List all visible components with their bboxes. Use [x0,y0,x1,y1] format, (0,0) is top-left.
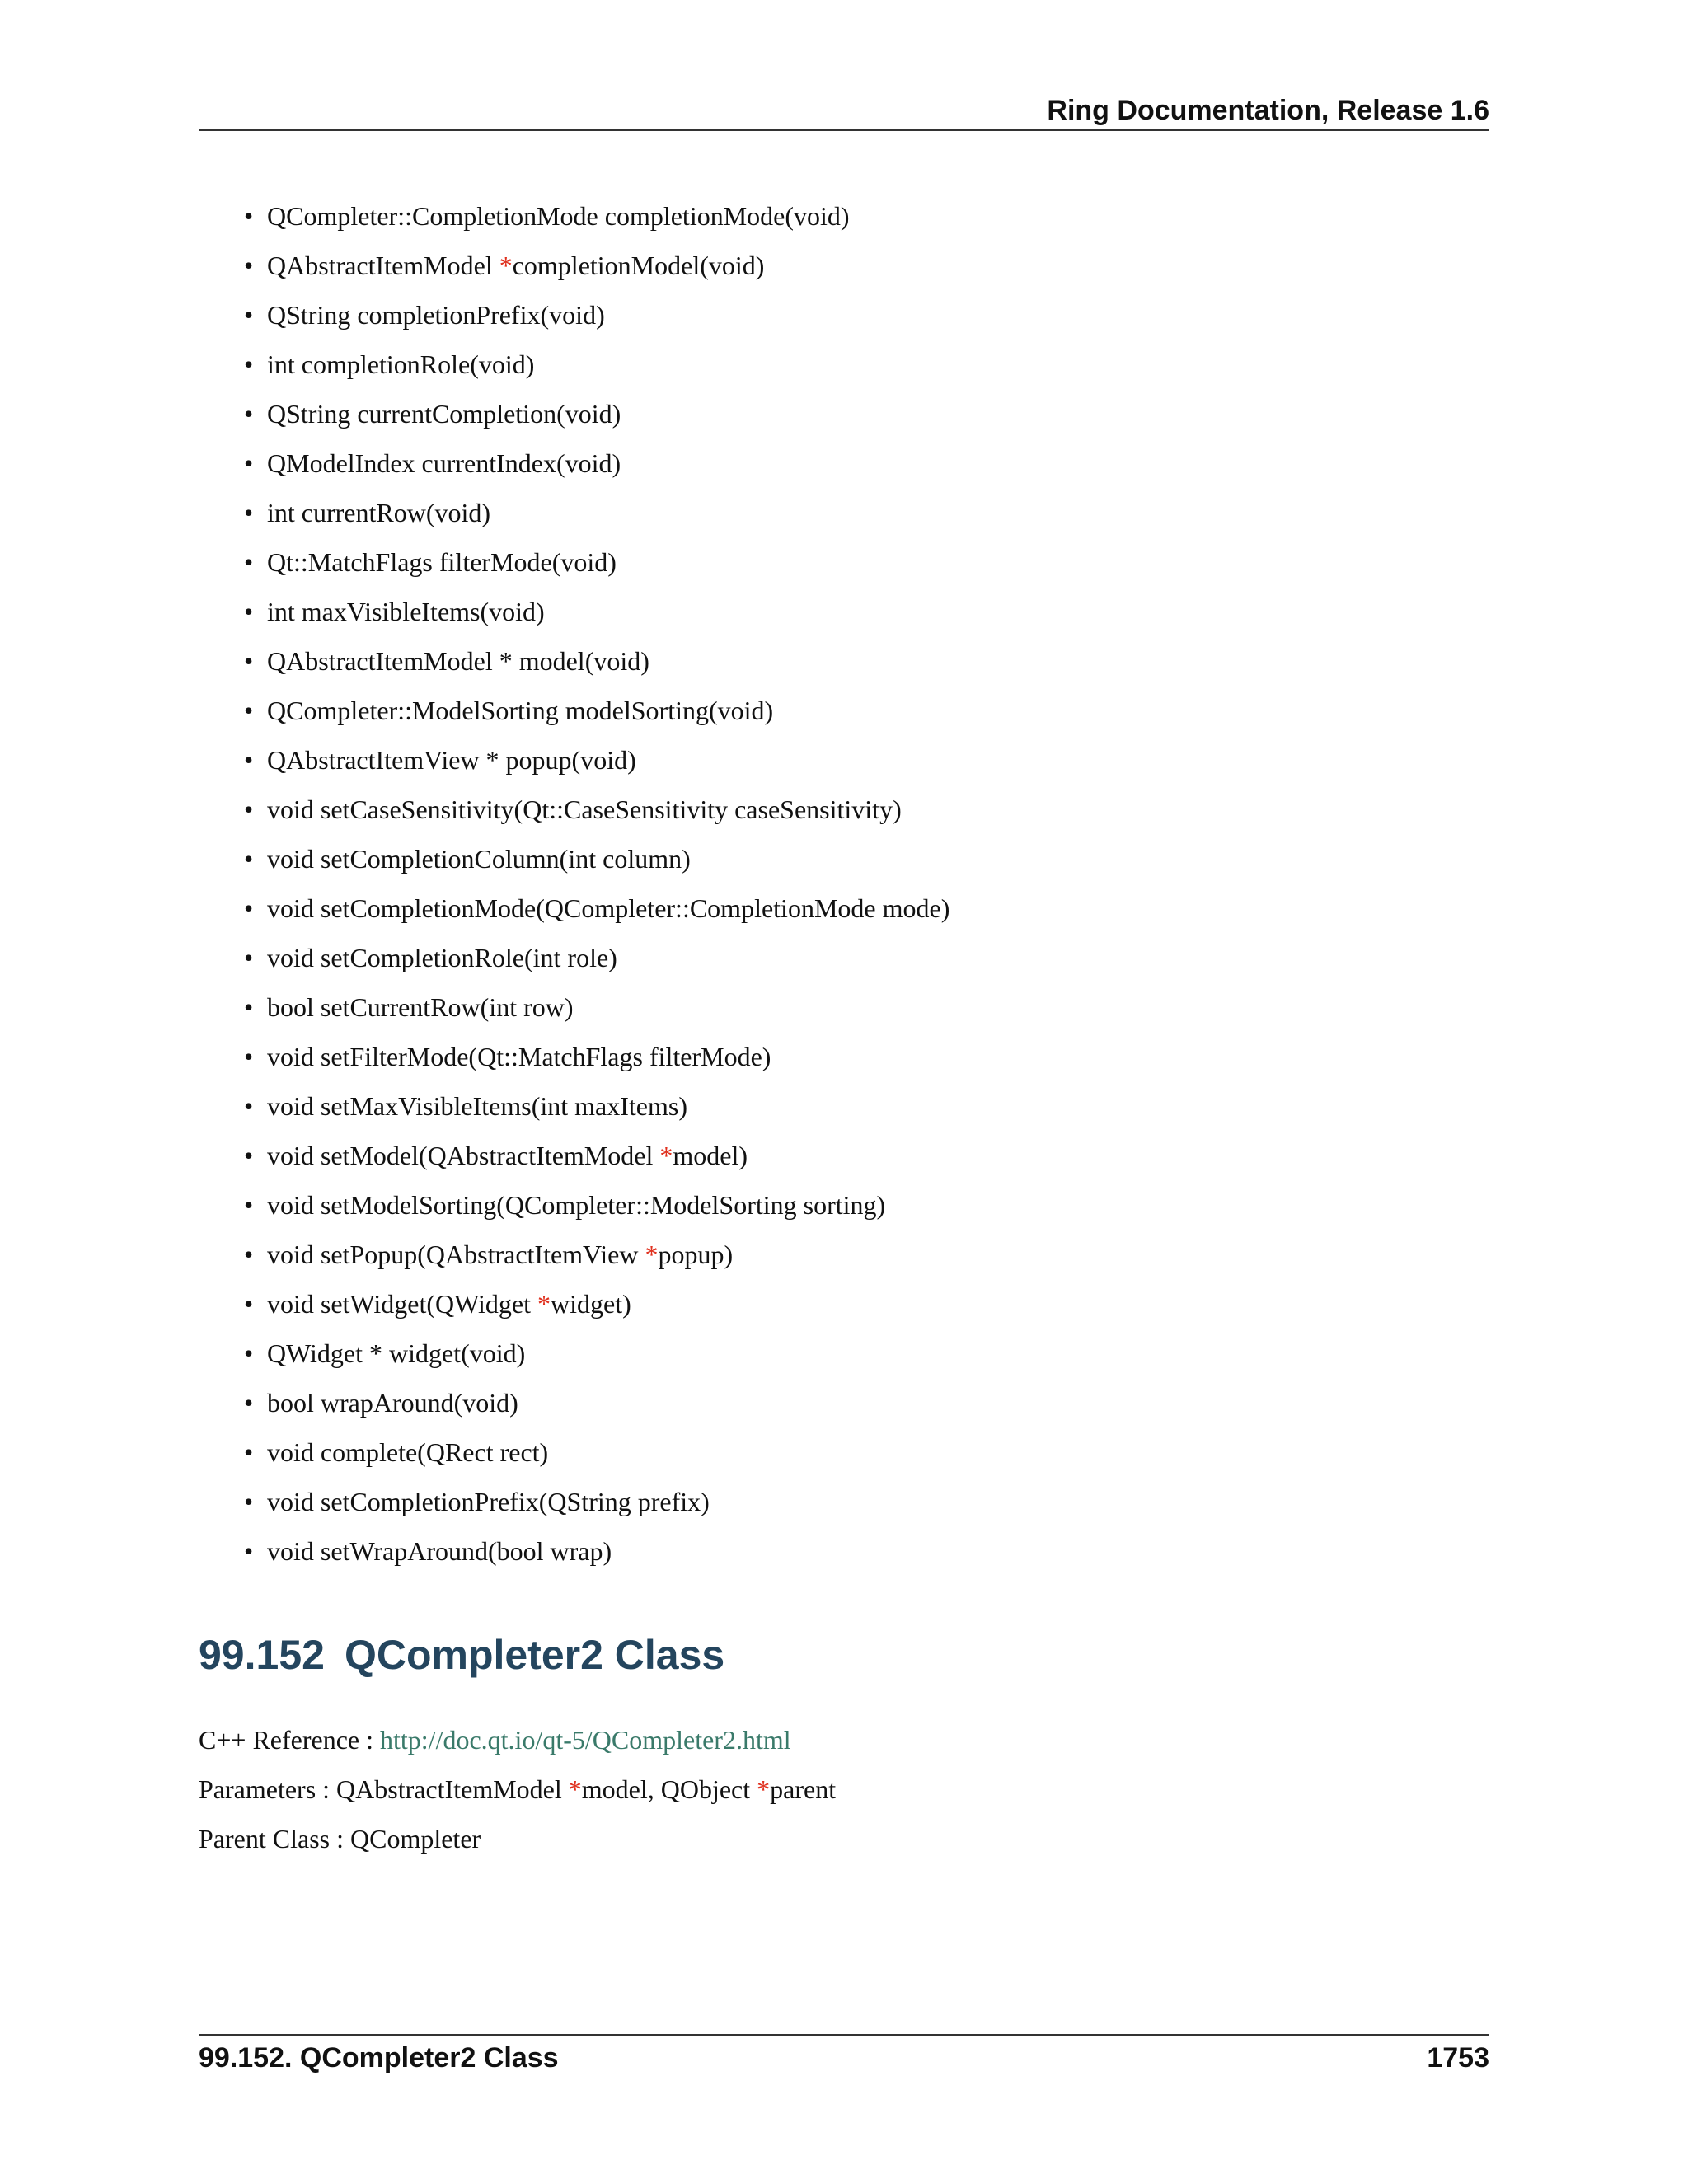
method-signature: QAbstractItemModel * model(void) [267,646,649,676]
list-item [199,641,950,691]
bullet-icon: • [244,448,254,478]
bullet-icon: • [244,1240,254,1269]
list-item [199,691,950,740]
list-item [199,1333,950,1383]
bullet-icon: • [244,597,254,626]
method-signature: void setModelSorting(QCompleter::ModelSorting sorting) [267,1190,886,1220]
bullet-icon: • [244,547,254,577]
section-title-text: QCompleter2 Class [344,1632,725,1678]
list-item [199,938,950,987]
bullet-icon: • [244,745,254,775]
method-signature: QAbstractItemView * popup(void) [267,745,636,775]
bullet-icon: • [244,992,254,1022]
footer-divider [199,2034,1489,2036]
bullet-icon: • [244,1141,254,1170]
bullet-icon: • [244,300,254,330]
list-item [199,295,950,344]
list-item [199,1086,950,1136]
list-item [199,888,950,938]
list-item [199,1531,950,1581]
list-item [199,790,950,839]
list-item [199,1235,950,1284]
bullet-icon: • [244,696,254,725]
pointer-star: * [568,1774,582,1804]
bullet-icon: • [244,349,254,379]
list-item [199,443,950,493]
method-signature: void setCaseSensitivity(Qt::CaseSensitivity caseSensitivity) [267,794,902,824]
list-item [199,839,950,888]
list-item [199,1185,950,1235]
section-heading [199,1629,724,1681]
method-signature: Qt::MatchFlags filterMode(void) [267,547,617,577]
pointer-star: * [537,1289,551,1319]
method-signature: void setMaxVisibleItems(int maxItems) [267,1091,687,1121]
list-item [199,1284,950,1333]
list-item [199,196,950,246]
list-item [199,344,950,394]
cpp-reference-link[interactable]: http://doc.qt.io/qt-5/QCompleter2.html [380,1725,791,1755]
method-signature: void setModel(QAbstractItemModel [267,1141,660,1170]
list-item [199,1432,950,1482]
cpp-reference-label: C++ Reference : [199,1725,380,1755]
parameters-label: Parameters : QAbstractItemModel [199,1774,569,1804]
bullet-icon: • [244,943,254,972]
bullet-icon: • [244,1338,254,1368]
bullet-icon: • [244,399,254,429]
bullet-icon: • [244,251,254,280]
method-signature-rest: completionModel(void) [512,251,765,280]
list-item [199,1037,950,1086]
bullet-icon: • [244,1388,254,1418]
bullet-icon: • [244,498,254,527]
bullet-icon: • [244,1091,254,1121]
list-item [199,542,950,592]
method-list [199,196,950,1581]
list-item [199,1482,950,1531]
pointer-star: * [659,1141,673,1170]
method-signature: int maxVisibleItems(void) [267,597,545,626]
method-signature: QModelIndex currentIndex(void) [267,448,621,478]
list-item [199,740,950,790]
method-signature: void setPopup(QAbstractItemView [267,1240,645,1269]
method-signature: QAbstractItemModel [267,251,499,280]
pointer-star: * [645,1240,659,1269]
footer-section-label: 99.152. QCompleter2 Class [199,2042,559,2074]
parameters-end: parent [770,1774,837,1804]
bullet-icon: • [244,1042,254,1071]
bullet-icon: • [244,1289,254,1319]
bullet-icon: • [244,893,254,923]
parameters-middle: model, QObject [581,1774,757,1804]
pointer-star: * [757,1774,771,1804]
method-signature: void setFilterMode(Qt::MatchFlags filterMode) [267,1042,771,1071]
bullet-icon: • [244,844,254,874]
list-item [199,394,950,443]
method-signature-rest: model) [673,1141,748,1170]
list-item [199,1383,950,1432]
list-item [199,1136,950,1185]
method-signature: void setCompletionPrefix(QString prefix) [267,1487,710,1516]
list-item [199,493,950,542]
method-signature: QString currentCompletion(void) [267,399,621,429]
bullet-icon: • [244,1536,254,1566]
pointer-star: * [499,251,513,280]
bullet-icon: • [244,794,254,824]
parent-class-line: Parent Class : QCompleter [199,1824,481,1854]
method-signature: int completionRole(void) [267,349,535,379]
method-signature: QString completionPrefix(void) [267,300,605,330]
list-item [199,246,950,295]
bullet-icon: • [244,1487,254,1516]
cpp-reference-line [199,1720,791,1760]
method-signature: QCompleter::ModelSorting modelSorting(void) [267,696,774,725]
footer-page-number: 1753 [1427,2042,1489,2074]
method-signature: void setWrapAround(bool wrap) [267,1536,612,1566]
parameters-line [199,1769,836,1809]
method-signature: QWidget * widget(void) [267,1338,526,1368]
method-signature: bool setCurrentRow(int row) [267,992,574,1022]
method-signature: void setCompletionMode(QCompleter::CompletionMode mode) [267,893,950,923]
method-signature: QCompleter::CompletionMode completionMode(void) [267,201,850,231]
method-signature: void setCompletionColumn(int column) [267,844,691,874]
method-signature-rest: popup) [658,1240,734,1269]
bullet-icon: • [244,646,254,676]
bullet-icon: • [244,1437,254,1467]
list-item [199,592,950,641]
bullet-icon: • [244,1190,254,1220]
method-signature: int currentRow(void) [267,498,491,527]
method-signature: void setCompletionRole(int role) [267,943,617,972]
bullet-icon: • [244,201,254,231]
method-signature-rest: widget) [551,1289,631,1319]
running-header: Ring Documentation, Release 1.6 [1047,95,1489,126]
section-number: 99.152 [199,1632,325,1678]
header-divider [199,129,1489,131]
method-signature: void complete(QRect rect) [267,1437,549,1467]
list-item [199,987,950,1037]
method-signature: bool wrapAround(void) [267,1388,518,1418]
document-page [199,0,1489,2184]
method-signature: void setWidget(QWidget [267,1289,538,1319]
